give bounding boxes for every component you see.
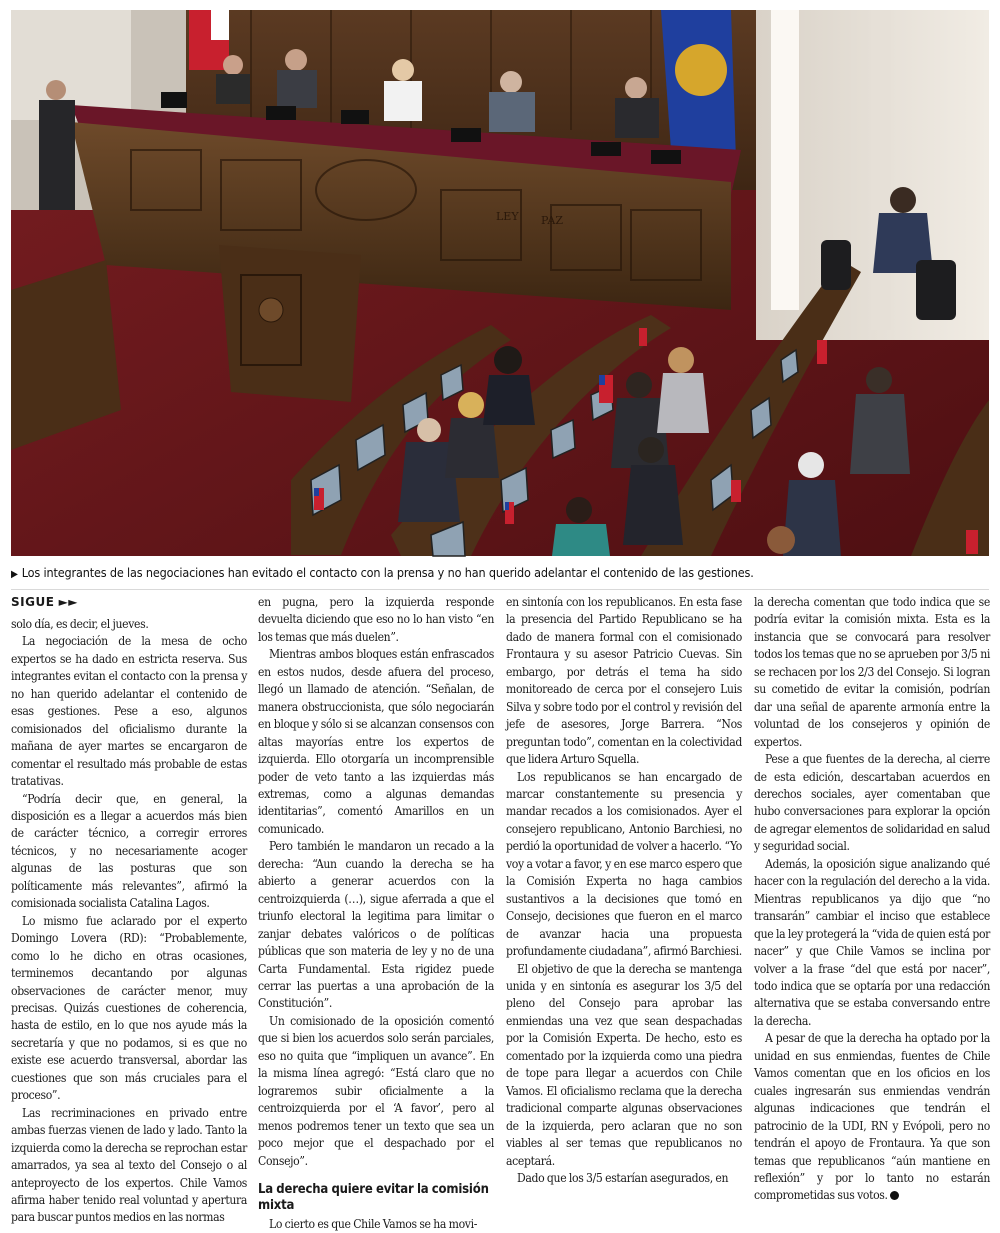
paragraph: en pugna, pero la izquierda responde devuelta diciendo que eso no lo han visto “en los temas que más duelen”. xyxy=(258,595,494,644)
paragraph: Un comisionado de la oposición comentó que si bien los acuerdos solo serán parciales, eso no quita que “impliquen un avance”. En la misma línea agregó: “Está claro que no lograremos subir oficialmente a la centroizquierda por el ‘A favor’, pero al menos podremos tener un texto que sea un poco mejor que el despachado por el Consejo”. xyxy=(258,1013,494,1168)
paragraph: solo día, es decir, el jueves. xyxy=(11,617,149,631)
senate-chamber-photo xyxy=(11,10,989,556)
paragraph: Mientras ambos bloques están enfrascados en estos nudos, desde afuera del proceso, llegó un llamado de atención. “Señalan, de manera obstruccionista, que sólo negociarán en bloque y sólo si se alcanzan consensos con altas mayorías entre los expertos de izquierda. Ello otorgaría un incomprensible poder de veto tanto a las izquierdas más extremas, como a algunas demandas identitarias”, comentó Amarillos en un comunicado. xyxy=(258,647,494,836)
paragraph: Los republicanos se han encargado de marcar constantemente su presencia y mandar recados a los comisionados. Ayer el consejero republicano, Antonio Barchiesi, no perdió la oportunidad de volver a hacerlo. “Yo voy a votar a favor, y en ese marco espero que la Comisión Experta no haga cambios sustantivos a la decisiones que tomó en Consejo, decisiones que fueron en el marco de avanzar hacia una propuesta profundamente ciudadana”, afirmó Barchiesi. xyxy=(506,769,742,959)
article-column-1 xyxy=(11,594,247,1225)
article-column-2 xyxy=(258,594,494,1231)
svg-text:LEY: LEY xyxy=(496,210,519,223)
paragraph: El objetivo de que la derecha se mantenga unida y en sintonía es asegurar los 3/5 del pleno del Consejo para aprobar las enmiendas una vez que sean despachadas por la Comisión Experta. De hecho, esto es comentado por la izquierda como una piedra de tope para llegar a acuerdos con Chile Vamos. El oficialismo reclama que la derecha tradicional comparte algunas observaciones de la izquierda, pero aclaran que no son viables al ser temas que republicanos no aceptará. xyxy=(506,961,742,1168)
photo-caption xyxy=(11,562,989,584)
paragraph: Lo mismo fue aclarado por el experto Domingo Lovera (RD): “Probablemente, como lo he dicho en otras ocasiones, terminemos decantando por algunas observaciones de carácter menor, muy precisas. Quizás cuestiones de coherencia, hasta de estilo, en lo que nos ayude más la secretaría y que no podamos, si es que no existe ese acuerdo transversal, abordar las cuestiones que son más cruciales para el proceso”. xyxy=(11,913,247,1103)
article-column-4 xyxy=(754,594,990,1203)
caption-divider xyxy=(11,589,989,590)
paragraph: la derecha comentan que todo indica que se podría evitar la comisión mixta. Esta es la instancia que se convocará para resolver todos los temas que no se aprueben por 3/5 ni se rechacen por los 2/3 del Consejo. Si logran su cometido de evitar la comisión, podrían dar una señal de aparente armonía entre la voluntad de los consejeros y opinión de expertos. xyxy=(754,595,990,749)
paragraph: Lo cierto es que Chile Vamos se ha movi- xyxy=(269,1216,478,1231)
paragraph: “Podría decir que, en general, la disposición es a llegar a acuerdos más bien de carácter técnico, a corregir errores técnicos, y no necesariamente acoger algunas de las posturas que son políticamente más relevantes”, afirmó la comisionada socialista Catalina Lagos. xyxy=(11,791,247,911)
paragraph: Las recriminaciones en privado entre ambas fuerzas vienen de lado y lado. Tanto la izquierda como la derecha se reprochan estar amarrados, ya sea al texto del Consejo o al anteproyecto de los expertos. Chile Vamos afirma haber tenido real voluntad y apertura para buscar puntos medios en las normas xyxy=(11,1105,247,1225)
caption-text: Los integrantes de las negociaciones han evitado el contacto con la prensa y no han querido adelantar el contenido de las gestiones. xyxy=(21,565,754,580)
svg-text:PAZ: PAZ xyxy=(541,214,563,227)
caption-arrow-icon: ▶ xyxy=(11,569,18,580)
end-of-article-icon xyxy=(890,1191,899,1200)
paragraph-last xyxy=(754,1030,990,1205)
section-subheading: La derecha quiere evitar la comisión mixta xyxy=(258,1181,489,1213)
article-column-3 xyxy=(506,594,742,1185)
continuation-marker: SIGUE ►► xyxy=(11,595,79,609)
paragraph: Pero también le mandaron un recado a la derecha: “Aun cuando la derecha se ha abierto a generar acuerdos con la centroizquierda (…), sigue aferrada a que el triunfo electoral la legitima para limitar o zanjar debates valóricos o de políticas públicas que son materia de ley y no de una Carta Fundamental. Esta rigidez puede cerrar las puertas a una aprobación de la Constitución”. xyxy=(258,839,494,1011)
paragraph: Pese a que fuentes de la derecha, al cierre de esta edición, descartaban acuerdos en derechos sociales, ayer comentaban que hubo conversaciones para explorar la opción de agregar elementos de solidaridad en salud y seguridad social. xyxy=(754,752,990,854)
paragraph: Además, la oposición sigue analizando qué hacer con la regulación del derecho a la vida. Mientras republicanos ya dijo que “no transarán” cambiar el inciso que establece que la ley protegerá la “vida de quien está por nacer” y que Chile Vamos se inclina por volver a la frase “del que está por nacer”, todo indica que se optaría por una redacción alternativa que se estaba conversando entre la derecha. xyxy=(754,856,990,1028)
paragraph-text: A pesar de que la derecha ha optado por la unidad en sus enmiendas, fuentes de Chile Vamos comentan que en los oficios en los cuales ingresarán sus enmiendas vendrán algunas indicaciones que tendrán el patrocinio de la UDI, RN y Evópoli, pero no tendrán el apoyo de Frontaura. Ya que son temas que republicanos “aún mantiene en reflexión” y por lo tanto no estarán comprometidas sus votos. xyxy=(754,1031,990,1203)
paragraph: La negociación de la mesa de ocho expertos se ha dado en estricta reserva. Sus integrantes evitan el contacto con la prensa y no han querido adelantar el contenido de esas gestiones. Pese a eso, algunos comisionados del oficialismo durante la mañana de ayer martes se encargaron de comentar el resultado más probable de estas tratativas. xyxy=(11,634,247,789)
paragraph: Dado que los 3/5 estarían asegurados, en xyxy=(517,1170,729,1185)
paragraph: en sintonía con los republicanos. En esta fase la presencia del Partido Republicano se ha dado de manera formal con el comisionado Frontaura y su asesor Patricio Cuevas. Sin embargo, por detrás el tema ha sido monitoreado de cerca por el consejero Luis Silva y sobre todo por el control y revisión del jefe de asesores, Jorge Barrera. “Nos preguntan todo”, comentan en la colectividad que lidera Arturo Squella. xyxy=(506,595,742,767)
